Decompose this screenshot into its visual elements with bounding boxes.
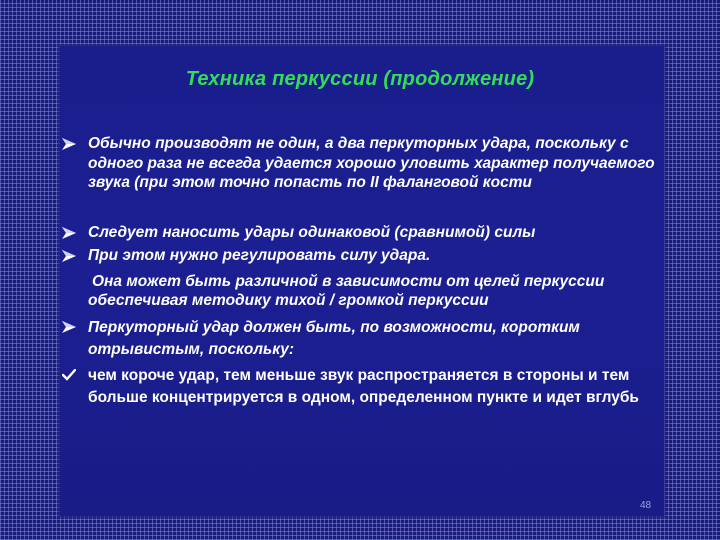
bullet-text-2: Следует наносить удары одинаковой (сравнимой) силы <box>88 223 536 241</box>
bullet-text-6: чем короче удар, тем меньше звук распространяется в стороны и тем больше концентрируется в одном, определенном пункте и идет вглубь <box>88 366 639 406</box>
page-number: 48 <box>640 500 652 511</box>
bullet-text-1: Обычно производят не один, а два перкуторных удара, поскольку с одного раза не всегда удается хорошо уловить характер получаемого звука (при этом точно попасть по II фаланговой кости <box>88 135 655 191</box>
slide-content <box>62 134 662 409</box>
bullet-item-2 <box>62 223 662 243</box>
paragraph-item-4 <box>62 272 662 311</box>
arrow-bullet-icon <box>62 321 76 333</box>
bullet-text-5: Перкуторный удар должен быть, по возможности, коротким отрывистым, поскольку: <box>88 318 580 358</box>
arrow-bullet-icon <box>62 250 76 262</box>
bullet-item-5 <box>62 317 662 361</box>
checkmark-icon <box>62 369 76 381</box>
slide-title: Техника перкуссии (продолжение) <box>185 68 535 90</box>
paragraph-text-4: Она может быть различной в зависимости от целей перкуссии обеспечивая методику тихой / громкой перкуссии <box>88 272 605 309</box>
arrow-bullet-icon <box>62 138 76 150</box>
bullet-item-1 <box>62 134 662 193</box>
arrow-bullet-icon <box>62 227 76 239</box>
bullet-item-3 <box>62 246 662 266</box>
bullet-item-6 <box>62 365 662 409</box>
bullet-text-3: При этом нужно регулировать силу удара. <box>88 247 431 264</box>
